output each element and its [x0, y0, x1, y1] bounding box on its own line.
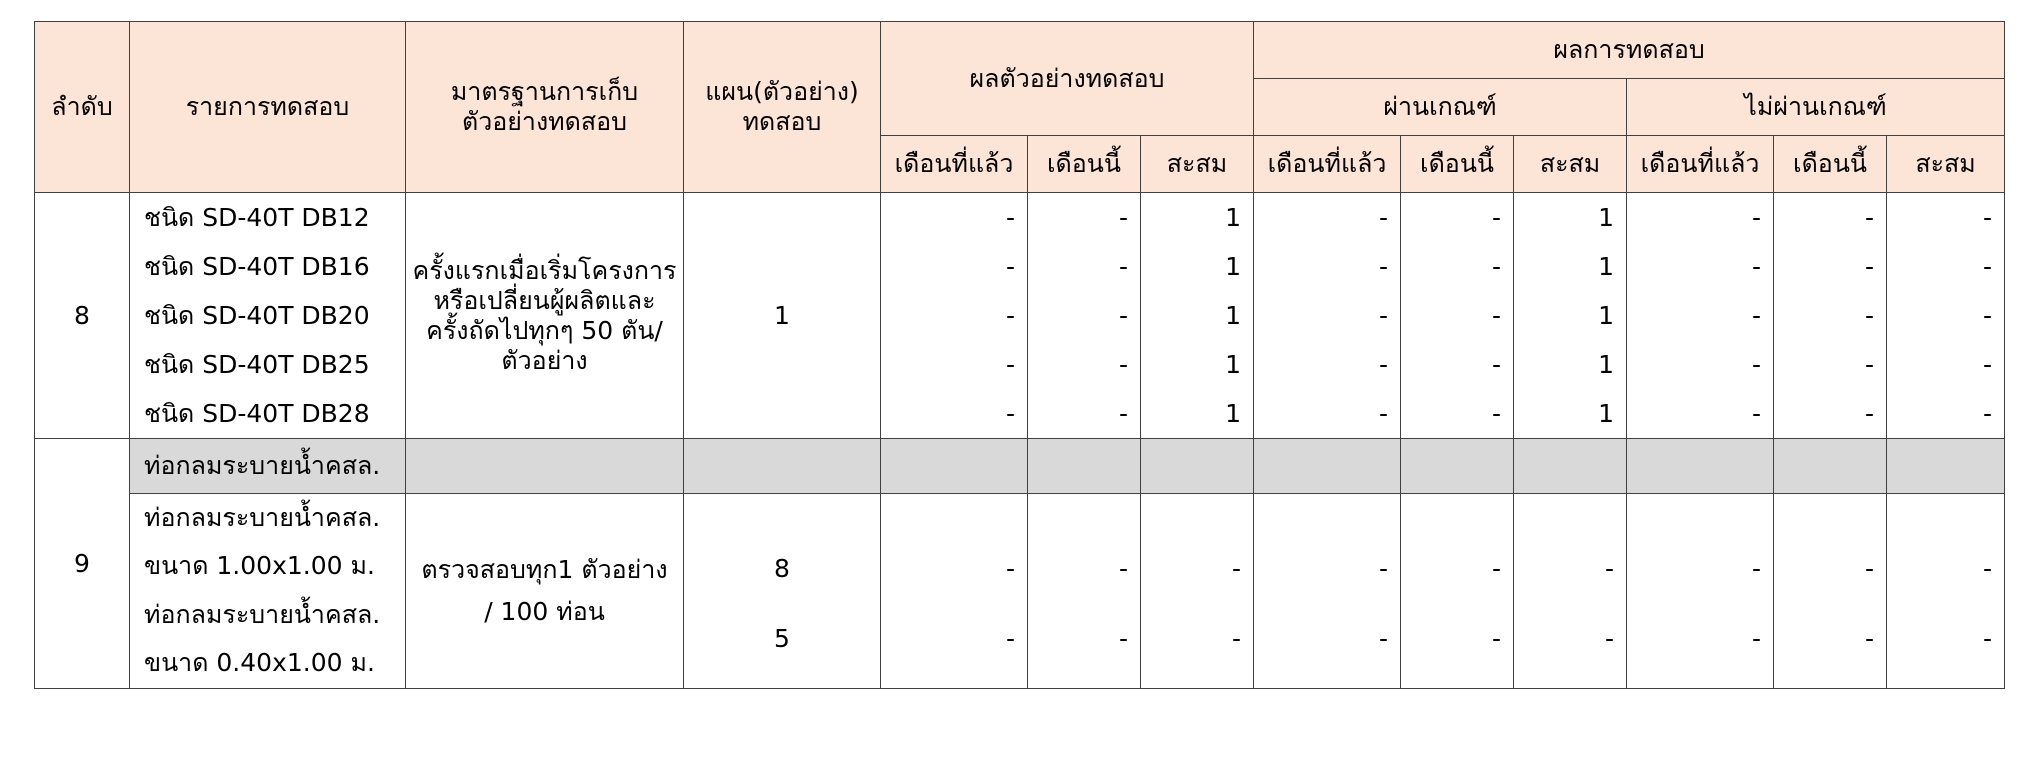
cell-value: 1 [1514, 389, 1627, 439]
group-heading-row [35, 439, 2005, 494]
header-sample-last-month: เดือนที่แล้ว [881, 136, 1028, 193]
header-item: รายการทดสอบ [130, 22, 406, 193]
cell-value: - [1514, 494, 1627, 591]
standard-line: ครั้งแรกเมื่อเริ่มโครงการ [412, 255, 677, 285]
header-sample-cumulative: สะสม [1141, 136, 1254, 193]
header-standard [406, 22, 684, 193]
cell-value: - [1254, 590, 1401, 689]
header-fail: ไม่ผ่านเกณฑ์ [1627, 79, 2005, 136]
cell-value: - [1774, 291, 1887, 340]
cell-value: - [881, 291, 1028, 340]
header-standard-line1: มาตรฐานการเก็บ [450, 77, 639, 106]
header-sample-this-month: เดือนนี้ [1028, 136, 1141, 193]
standard-line: หรือเปลี่ยนผู้ผลิตและ [433, 285, 656, 315]
cell-value: - [1774, 340, 1887, 389]
cell-value: - [881, 193, 1028, 243]
cell-value: - [1401, 291, 1514, 340]
standard-line: ตรวจสอบทุก1 ตัวอย่าง [421, 555, 668, 584]
cell-value: - [1887, 193, 2005, 243]
header-plan-line1: แผน(ตัวอย่าง) [705, 77, 859, 106]
grey-cell [1254, 439, 1401, 494]
cell-value: - [1141, 494, 1254, 591]
cell-value: 1 [1514, 242, 1627, 291]
row-standard [406, 494, 684, 689]
cell-value: - [1887, 389, 2005, 439]
row-item: ชนิด SD-40T DB16 [130, 242, 406, 291]
row-plan: 5 [684, 590, 881, 689]
header-test-results: ผลการทดสอบ [1254, 22, 2005, 79]
cell-value: - [1401, 193, 1514, 243]
header-fail-cumulative: สะสม [1887, 136, 2005, 193]
cell-value: - [881, 242, 1028, 291]
row-seq: 9 [35, 439, 130, 689]
cell-value: - [1774, 242, 1887, 291]
cell-value: - [881, 590, 1028, 689]
row-standard [406, 193, 684, 439]
cell-value: - [1774, 389, 1887, 439]
cell-value: 1 [1141, 193, 1254, 243]
cell-value: 1 [1141, 340, 1254, 389]
table-row [35, 242, 2005, 291]
cell-value: - [1028, 494, 1141, 591]
item-line: ท่อกลมระบายน้ำคสล. [144, 600, 381, 629]
cell-value: - [1141, 590, 1254, 689]
grey-cell [684, 439, 881, 494]
test-results-table [34, 21, 2005, 689]
row-plan: 8 [684, 494, 881, 591]
header-plan-line2: ทดสอบ [742, 107, 822, 136]
grey-cell [1774, 439, 1887, 494]
cell-value: - [1627, 193, 1774, 243]
cell-value: - [1887, 340, 2005, 389]
cell-value: - [1028, 389, 1141, 439]
table-row [35, 340, 2005, 389]
cell-value: 1 [1514, 340, 1627, 389]
header-plan [684, 22, 881, 193]
row-seq: 8 [35, 193, 130, 439]
grey-cell [1627, 439, 1774, 494]
cell-value: - [881, 389, 1028, 439]
cell-value: - [881, 340, 1028, 389]
cell-value: 1 [1141, 389, 1254, 439]
cell-value: - [1254, 494, 1401, 591]
grey-cell [1887, 439, 2005, 494]
standard-line: ครั้งถัดไปทุกๆ 50 ตัน/ [426, 315, 663, 345]
cell-value: - [1887, 291, 2005, 340]
cell-value: 1 [1141, 242, 1254, 291]
header-pass-this-month: เดือนนี้ [1401, 136, 1514, 193]
row-item: ชนิด SD-40T DB25 [130, 340, 406, 389]
cell-value: - [1627, 340, 1774, 389]
cell-value: - [1028, 291, 1141, 340]
cell-value: - [1254, 389, 1401, 439]
cell-value: - [1028, 590, 1141, 689]
cell-value: - [1254, 291, 1401, 340]
header-sample-results: ผลตัวอย่างทดสอบ [881, 22, 1254, 136]
cell-value: 1 [1514, 291, 1627, 340]
standard-line: / 100 ท่อน [484, 597, 605, 626]
header-fail-this-month: เดือนนี้ [1774, 136, 1887, 193]
cell-value: - [1887, 242, 2005, 291]
cell-value: - [1254, 340, 1401, 389]
grey-cell [1514, 439, 1627, 494]
header-pass: ผ่านเกณฑ์ [1254, 79, 1627, 136]
cell-value: - [1401, 340, 1514, 389]
cell-value: - [1028, 193, 1141, 243]
cell-value: 1 [1141, 291, 1254, 340]
cell-value: - [1627, 494, 1774, 591]
cell-value: - [1401, 590, 1514, 689]
table-row [35, 494, 2005, 591]
header-standard-line2: ตัวอย่างทดสอบ [461, 107, 628, 136]
row-item [130, 494, 406, 591]
row-item: ชนิด SD-40T DB20 [130, 291, 406, 340]
grey-cell [881, 439, 1028, 494]
cell-value: - [1254, 242, 1401, 291]
item-line: ขนาด 1.00x1.00 ม. [144, 551, 375, 580]
header-pass-last-month: เดือนที่แล้ว [1254, 136, 1401, 193]
table-row [35, 590, 2005, 689]
standard-line: ตัวอย่าง [501, 345, 588, 375]
grey-cell [1401, 439, 1514, 494]
cell-value: - [1401, 242, 1514, 291]
cell-value: - [1401, 494, 1514, 591]
item-line: ท่อกลมระบายน้ำคสล. [144, 503, 381, 532]
cell-value: - [1254, 193, 1401, 243]
cell-value: - [1774, 590, 1887, 689]
row-item [130, 590, 406, 689]
grey-cell [1028, 439, 1141, 494]
header-fail-last-month: เดือนที่แล้ว [1627, 136, 1774, 193]
header-pass-cumulative: สะสม [1514, 136, 1627, 193]
table-row [35, 291, 2005, 340]
row-item: ชนิด SD-40T DB12 [130, 193, 406, 243]
cell-value: - [1028, 242, 1141, 291]
cell-value: - [1774, 494, 1887, 591]
cell-value: - [1887, 590, 2005, 689]
cell-value: - [1028, 340, 1141, 389]
item-line: ขนาด 0.40x1.00 ม. [144, 648, 375, 677]
row-item: ชนิด SD-40T DB28 [130, 389, 406, 439]
grey-cell [1141, 439, 1254, 494]
table-row [35, 389, 2005, 439]
grey-cell [406, 439, 684, 494]
cell-value: - [1774, 193, 1887, 243]
cell-value: - [1627, 242, 1774, 291]
cell-value: - [1627, 389, 1774, 439]
cell-value: - [881, 494, 1028, 591]
cell-value: - [1514, 590, 1627, 689]
row-plan: 1 [684, 193, 881, 439]
cell-value: 1 [1514, 193, 1627, 243]
cell-value: - [1627, 291, 1774, 340]
cell-value: - [1627, 590, 1774, 689]
cell-value: - [1401, 389, 1514, 439]
cell-value: - [1887, 494, 2005, 591]
test-results-table-container [34, 21, 2004, 689]
group-heading: ท่อกลมระบายน้ำคสล. [130, 439, 406, 494]
header-seq: ลำดับ [35, 22, 130, 193]
table-row [35, 193, 2005, 243]
